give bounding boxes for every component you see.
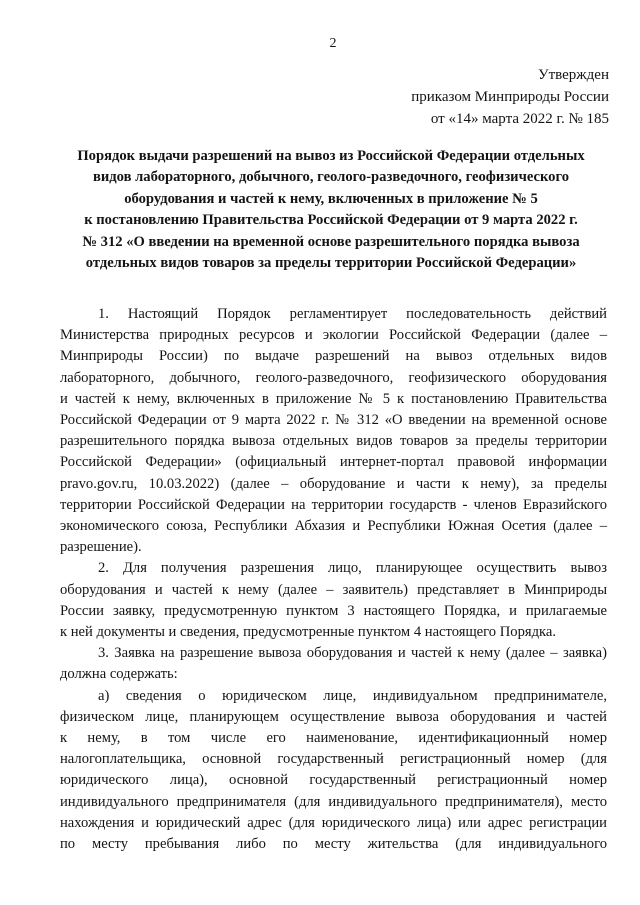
text-line: Российской Федерации от 9 марта 2022 г. № 312 «О введении на временной основе [60,412,607,429]
text-line: должна содержать: [60,666,178,683]
text-line: к нему, в том числе его наименование, идентификационный номер [60,730,607,747]
text-line: к ней документы и сведения, предусмотренные пунктом 4 настоящего Порядка. [60,624,556,641]
title-line: отдельных видов товаров за пределы территории Российской Федерации» [85,255,577,272]
text-line: территории Российской Федерации на территории государств - членов Евразийского [60,496,607,513]
text-line: России заявку, предусмотренную пунктом 3 настоящего Порядка, и прилагаемые [60,602,607,619]
text-line: разрешительного порядка вывоза отдельных видов товаров за пределы территории [60,433,607,450]
text-line: и частей к нему, включенных в приложение № 5 к постановлению Правительства [60,390,607,407]
text-line: pravo.gov.ru, 10.03.2022) (далее – оборудование и части к нему), за пределы [60,475,607,492]
paragraph-2 [60,558,607,643]
text-line: физическом лице, планирующем осуществление вывоза оборудования и частей [60,708,607,725]
text-line: 1. Настоящий Порядок регламентирует последовательность действий [98,306,607,322]
paragraph-1 [60,304,607,558]
title-line: к постановлению Правительства Российской Федерации от 9 марта 2022 г. [84,212,578,229]
text-line: разрешение). [60,539,142,556]
text-line: а) сведения о юридическом лице, индивидуальном предпринимателе, [98,687,607,704]
text-line: лабораторного, добычного, геолого-разведочного, геофизического оборудования [60,369,607,386]
title-line: оборудования и частей к нему, включенных в приложение № 5 [124,190,538,207]
document-title [50,146,612,274]
text-line: нахождения и юридический адрес (для юридического лица) или адрес регистрации [60,814,607,831]
text-line: по месту пребывания либо по месту жительства (для индивидуального [60,836,607,853]
title-line: Порядок выдачи разрешений на вывоз из Российской Федерации отдельных [77,148,585,164]
text-line: 3. Заявка на разрешение вывоза оборудования и частей к нему (далее – заявка) [98,645,607,662]
text-line: Российской Федерации» (официальный интернет-портал правовой информации [60,454,607,471]
paragraph-3 [60,643,607,685]
text-line: Минприроды России) по выдаче разрешений на вывоз отдельных видов [60,348,607,365]
text-line: экономического союза, Республики Абхазия и Республики Южная Осетия (далее – [60,518,607,535]
document-body [60,304,607,855]
page-number: 2 [329,36,337,51]
text-line: оборудования и частей к нему (далее – заявитель) представляет в Минприроды [60,581,607,598]
title-line: видов лабораторного, добычного, геолого-разведочного, геофизического [92,169,570,186]
approval-line-order: приказом Минприроды России [411,89,609,105]
text-line: налогоплательщика, основной государственный регистрационный номер (для [60,751,607,768]
approval-line-approved: Утвержден [537,67,609,83]
text-line: 2. Для получения разрешения лицо, планирующее осуществить вывоз [98,560,607,577]
text-line: юридического лица), основной государственный регистрационный номер [60,772,607,789]
paragraph-3a [60,686,607,856]
title-line: № 312 «О введении на временной основе разрешительного порядка вывоза [82,233,580,250]
approval-line-date: от «14» марта 2022 г. № 185 [430,111,609,127]
text-line: индивидуального предпринимателя (для индивидуального предпринимателя), место [60,793,607,810]
text-line: Министерства природных ресурсов и экологии Российской Федерации (далее – [60,327,607,344]
approval-block [411,64,609,130]
